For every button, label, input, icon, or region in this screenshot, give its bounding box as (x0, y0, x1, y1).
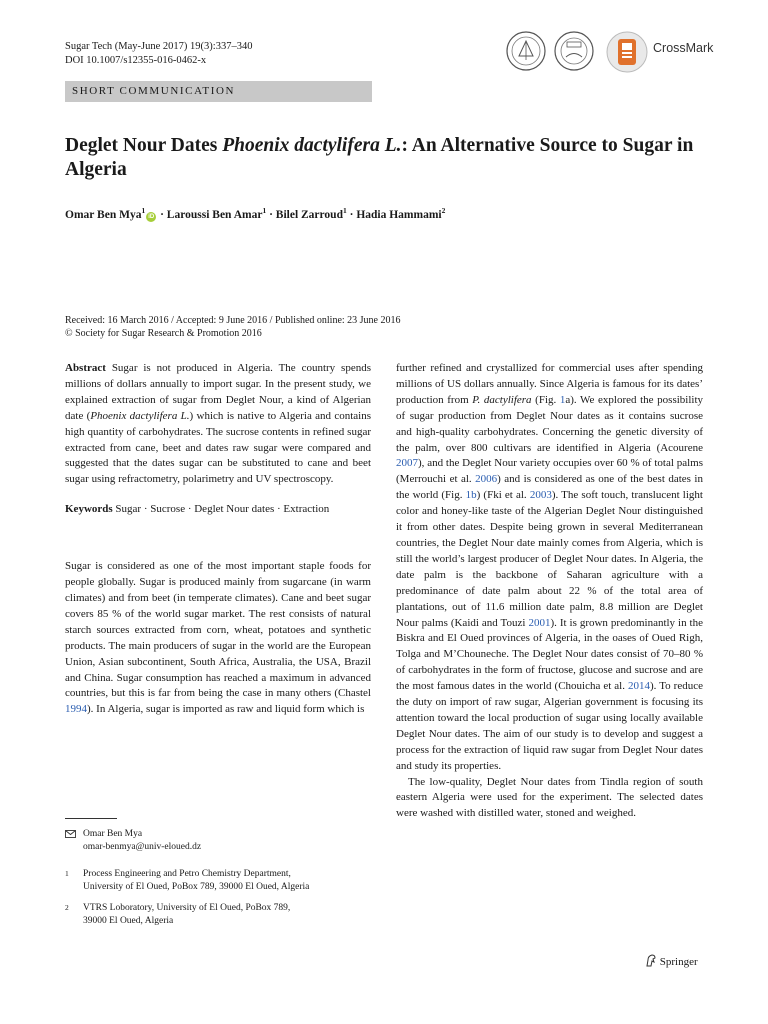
crossmark-icon[interactable] (605, 30, 649, 74)
doi-line[interactable]: DOI 10.1007/s12355-016-0462-x (65, 55, 207, 66)
abstract-italic: Phoenix dactylifera L. (90, 409, 190, 422)
affiliation-1 (65, 868, 371, 893)
body-text: ) and is considered as one of the best dates in the world (Fig. (396, 473, 703, 502)
author-separator: · (266, 208, 276, 221)
corresponding-email[interactable]: omar-benmya@univ-eloued.dz (83, 841, 202, 852)
citation-link[interactable]: 2014 (628, 680, 650, 693)
title-part1: Deglet Nour Dates (65, 135, 223, 156)
copyright-line: © Society for Sugar Research & Promotion 2016 (65, 328, 262, 339)
keywords-label: Keywords (65, 503, 113, 516)
introduction-paragraph (65, 559, 371, 718)
body-text: further refined and crystallized for commercial uses after spending millions of US dollars annually. Since Algeria is famous for its dates’ production from (396, 362, 703, 406)
affiliation-number: 1 (65, 869, 69, 878)
citation-link[interactable]: 2007 (396, 457, 418, 470)
received-line: Received: 16 March 2016 / Accepted: 9 June 2016 / Published online: 23 June 2016 (65, 315, 401, 326)
abstract (65, 361, 371, 488)
author-name[interactable]: Omar Ben Mya (65, 208, 142, 221)
affiliation-line: 39000 El Oued, Algeria (83, 915, 174, 926)
author-name[interactable]: Laroussi Ben Amar (166, 208, 263, 221)
title-italic: Phoenix dactylifera L. (222, 135, 402, 156)
apnih-seal-logo (553, 28, 595, 74)
keywords (65, 502, 371, 518)
body-text: (Fig. (531, 393, 560, 406)
header-logos (505, 28, 765, 78)
author-separator: · (346, 208, 357, 221)
keywords-text: Sugar · Sucrose · Deglet Nour dates · Extraction (112, 503, 330, 516)
springer-horse-icon (645, 954, 657, 967)
footnote-rule (65, 818, 117, 819)
author-separator: · (157, 208, 167, 221)
society-seal-logo (505, 28, 547, 74)
corresponding-author (65, 828, 371, 853)
body-text: ). The soft touch, translucent light color and honey-like taste of the Algerian Deglet Nour distinguished it from other dates. Despite being grown in several Mediterranean countries, the Deglet Nour date mainly comes from Algeria, which is still the world’s largest producer of Deglet Nour dates. In Algeria, the date palm is the backbone of Saharan agriculture with a predominance of date palm about 22 % of the total area of plantations, out of 11.6 million date palm, 8.8 million are Deglet Nour palms (Kaidi and Touzi (396, 489, 703, 629)
affiliation-line: Process Engineering and Petro Chemistry Department, (83, 869, 291, 879)
abstract-text: ) which is native to Algeria and contains high quantity of carbohydrates. The sucrose contents in refined sugar extracted from cane, beet and dates raw sugar were compared and suggested that the dates sugar can be substituted to cane and beet sugar using refractometry, polarimetry and UV spectroscopy. (65, 409, 372, 486)
affiliation-2 (65, 902, 371, 927)
affiliation-line: University of El Oued, PoBox 789, 39000 El Oued, Algeria (83, 881, 310, 892)
figure-link[interactable]: 1b (465, 489, 477, 502)
body-text: ), and the Deglet Nour variety occupies over 60 % of total palms (Merrouchi et al. (396, 457, 703, 486)
affiliation-number: 2 (65, 903, 69, 912)
crossmark-label[interactable]: CrossMark (653, 41, 714, 55)
author-affiliation: 1 (141, 206, 146, 215)
affiliation-line: VTRS Loboratory, University of El Oued, PoBox 789, (83, 903, 291, 913)
left-column (65, 361, 371, 718)
author-affiliation: 2 (441, 206, 446, 215)
author-name[interactable]: Bilel Zarroud (275, 208, 343, 221)
author-affiliation: 1 (262, 206, 267, 215)
journal-citation (65, 40, 252, 68)
section-banner: SHORT COMMUNICATION (65, 81, 372, 102)
article-title (65, 134, 705, 182)
intro-text: ). In Algeria, sugar is imported as raw and liquid form which is (87, 703, 365, 716)
citation-link[interactable]: 2003 (529, 489, 552, 502)
journal-line: Sugar Tech (May-June 2017) 19(3):337–340 (65, 41, 253, 52)
title-part2: : An Alternative Source to Sugar in Algeria (65, 135, 694, 180)
intro-text: Sugar is considered as one of the most important staple foods for people globally. Sugar is produced mainly from sugarcane (in warm climates) and from beet (in temperate climates). Cane and beet sugar covers 85 % of the world sugar market. The rest consists of natural starch sources extracted from corn, wheat, potatoes and synthetic products. The main producers of sugar in the world are the European Union, Asian subcontinent, South Africa, Australia, the USA, Brazil and China. Sugar consumption has reached a maximum in advanced countries, but this is far from being the case in many others (Chastel (65, 560, 371, 700)
body-text: a). We explored the possibility of sugar production from Deglet Nour dates as it contains sucrose and high-quality carbohydrates. Concerning the genetic diversity of the palm, over 800 cultivars are identified in Algeria (Acourene (396, 393, 704, 454)
envelope-icon (65, 830, 76, 838)
body-paragraph (396, 361, 703, 775)
author-affiliation: 1 (342, 206, 347, 215)
body-text: ). It is grown predominantly in the Biskra and El Oued provinces of Algeria, in the oases of Oued Righ, Tolga and M’Chouneche. The Deglet Nour dates consist of 70–80 % of carbohydrates in the form of fructose, glucose and sucrose and are the most famous dates in the world (Chouicha et al. (396, 616, 703, 693)
citation-link[interactable]: 2006 (475, 473, 498, 486)
right-column (396, 361, 703, 822)
author-name[interactable]: Hadia Hammami (356, 208, 442, 221)
publisher-name: Springer (659, 956, 698, 968)
abstract-text: Sugar is not produced in Algeria. The country spends millions of dollars annually to import sugar. In the present study, we explained extraction of sugar from Deglet Nour, a kind of Algerian date ( (65, 362, 371, 422)
species-name: P. dactylifera (472, 393, 532, 406)
citation-link[interactable]: 1994 (65, 703, 87, 716)
corresponding-name: Omar Ben Mya (83, 829, 143, 839)
body-text: ). To reduce the duty on import of raw sugar, Algerian government is focusing its attention toward the local production of sugar using locally available Deglet Nour dates. The aim of our study is to develop and suggest a process for the extraction of liquid raw sugar from Deglet Nour dates and study its properties. (396, 680, 703, 772)
figure-link[interactable]: 1 (559, 393, 566, 406)
citation-link[interactable]: 2001 (528, 616, 551, 629)
publication-history (65, 314, 705, 340)
body-text: ) (Fki et al. (476, 489, 530, 502)
body-paragraph: The low-quality, Deglet Nour dates from Tindla region of south eastern Algeria were used for the experiment. The selected dates were washed with distilled water, stoned and weighed. (396, 775, 703, 820)
publisher-mark (645, 954, 698, 969)
author-list (65, 204, 705, 222)
abstract-label: Abstract (65, 362, 106, 374)
orcid-icon[interactable]: iD (148, 213, 155, 220)
